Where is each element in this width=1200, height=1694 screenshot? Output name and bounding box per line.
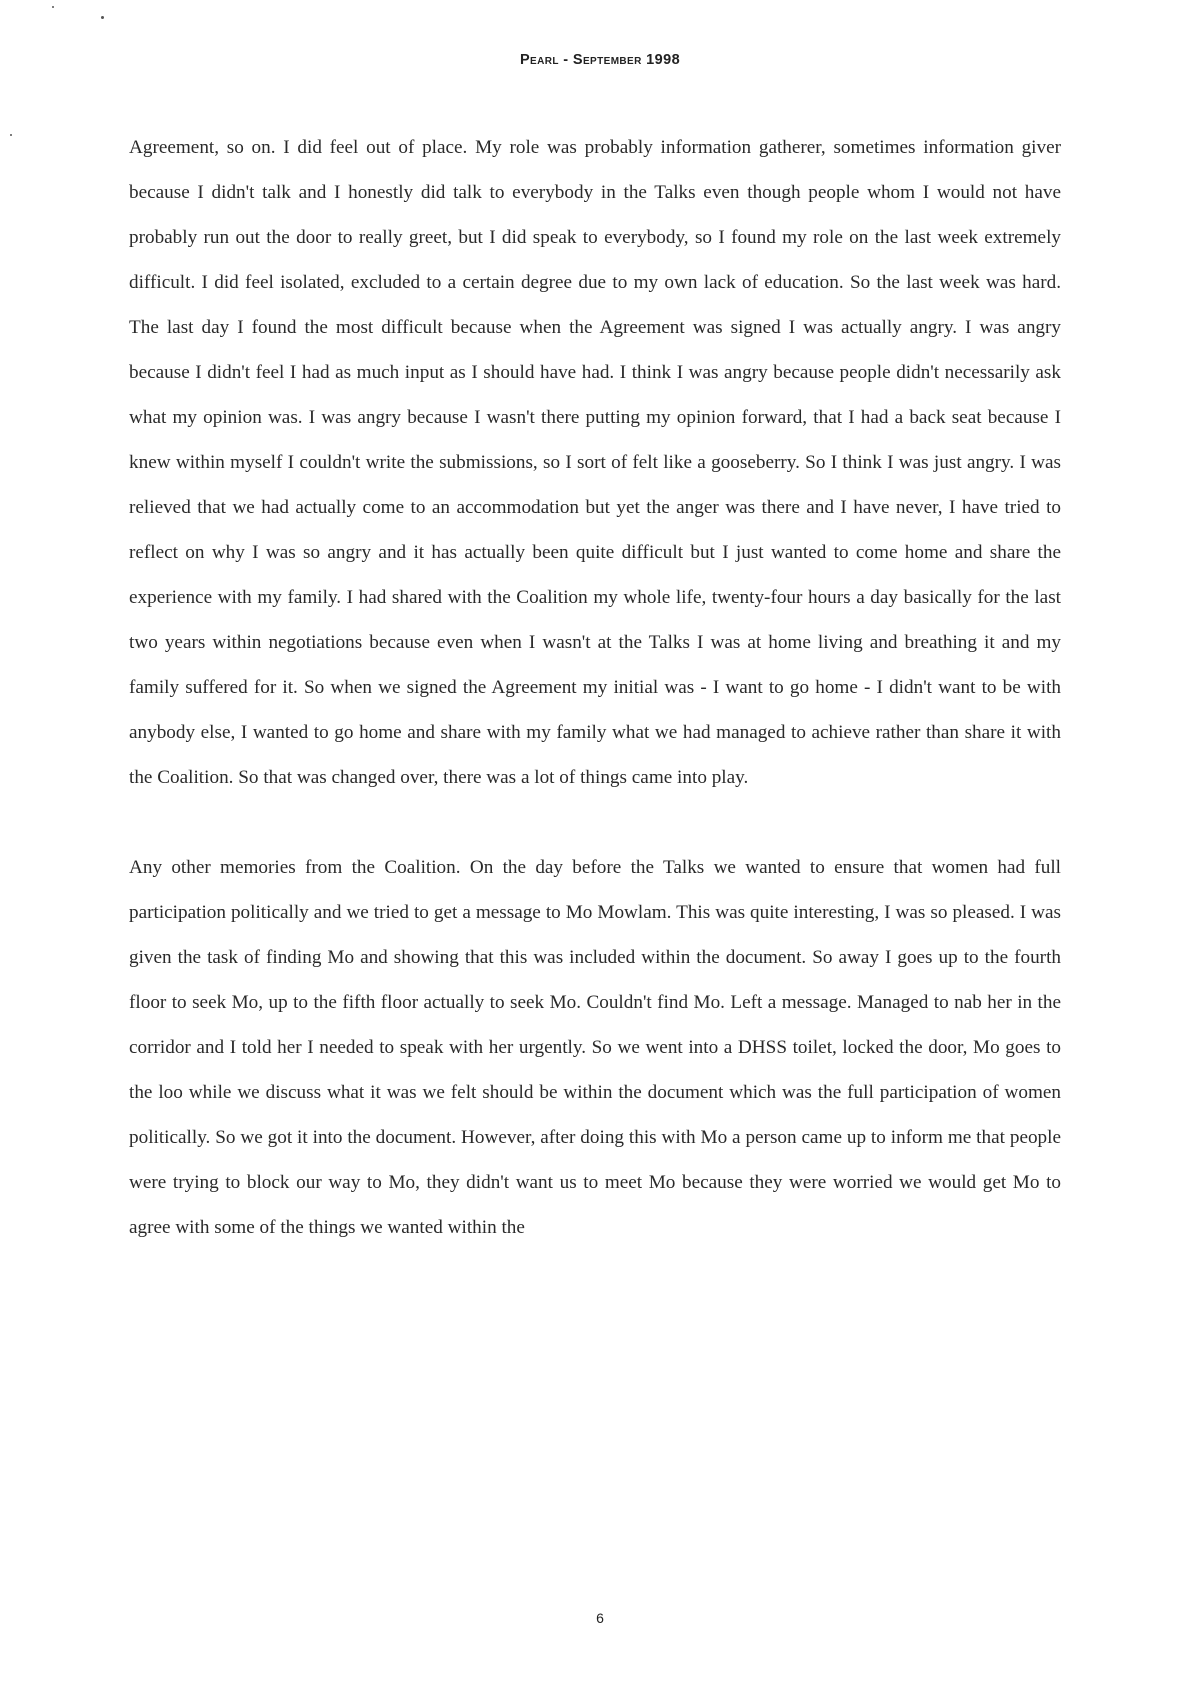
paragraph-2: Any other memories from the Coalition. On the day before the Talks we wanted to ensure that women had full participation politically and we tried to get a message to Mo Mowlam. This was quite interesting, I was so pleased. I was given the task of finding Mo and showing that this was included within the document. So away I goes up to the fourth floor to seek Mo, up to the fifth floor actually to seek Mo. Couldn't find Mo. Left a message. Managed to nab her in the corridor and I told her I needed to speak with her urgently. So we went into a DHSS toilet, locked the door, Mo goes to the loo while we discuss what it was we felt should be within the document which was the full participation of women politically. So we got it into the document. However, after doing this with Mo a person came up to inform me that people were trying to block our way to Mo, they didn't want us to meet Mo because they were worried we would get Mo to agree with some of the things we wanted within the: [129, 857, 1061, 1238]
page-header: [0, 52, 1200, 68]
scan-speck: [101, 16, 104, 19]
scan-speck: [52, 6, 54, 8]
scan-speck: [10, 134, 12, 136]
page-number: 6: [596, 1610, 604, 1626]
body-text: [129, 125, 1061, 1250]
header-title: Pearl - September 1998: [519, 52, 681, 68]
paragraph-1: Agreement, so on. I did feel out of place. My role was probably information gatherer, sometimes information giver because I didn't talk and I honestly did talk to everybody in the Talks even though people whom I would not have probably run out the door to really greet, but I did speak to everybody, so I found my role on the last week extremely difficult. I did feel isolated, excluded to a certain degree due to my own lack of education. So the last week was hard. The last day I found the most difficult because when the Agreement was signed I was actually angry. I was angry because I didn't feel I had as much input as I should have had. I think I was angry because people didn't necessarily ask what my opinion was. I was angry because I wasn't there putting my opinion forward, that I had a back seat because I knew within myself I couldn't write the submissions, so I sort of felt like a gooseberry. So I think I was just angry. I was relieved that we had actually come to an accommodation but yet the anger was there and I have never, I have tried to reflect on why I was so angry and it has actually been quite difficult but I just wanted to come home and share the experience with my family. I had shared with the Coalition my whole life, twenty-four hours a day basically for the last two years within negotiations because even when I wasn't at the Talks I was at home living and breathing it and my family suffered for it. So when we signed the Agreement my initial was - I want to go home - I didn't want to be with anybody else, I wanted to go home and share with my family what we had managed to achieve rather than share it with the Coalition. So that was changed over, there was a lot of things came into play.: [129, 137, 1061, 788]
